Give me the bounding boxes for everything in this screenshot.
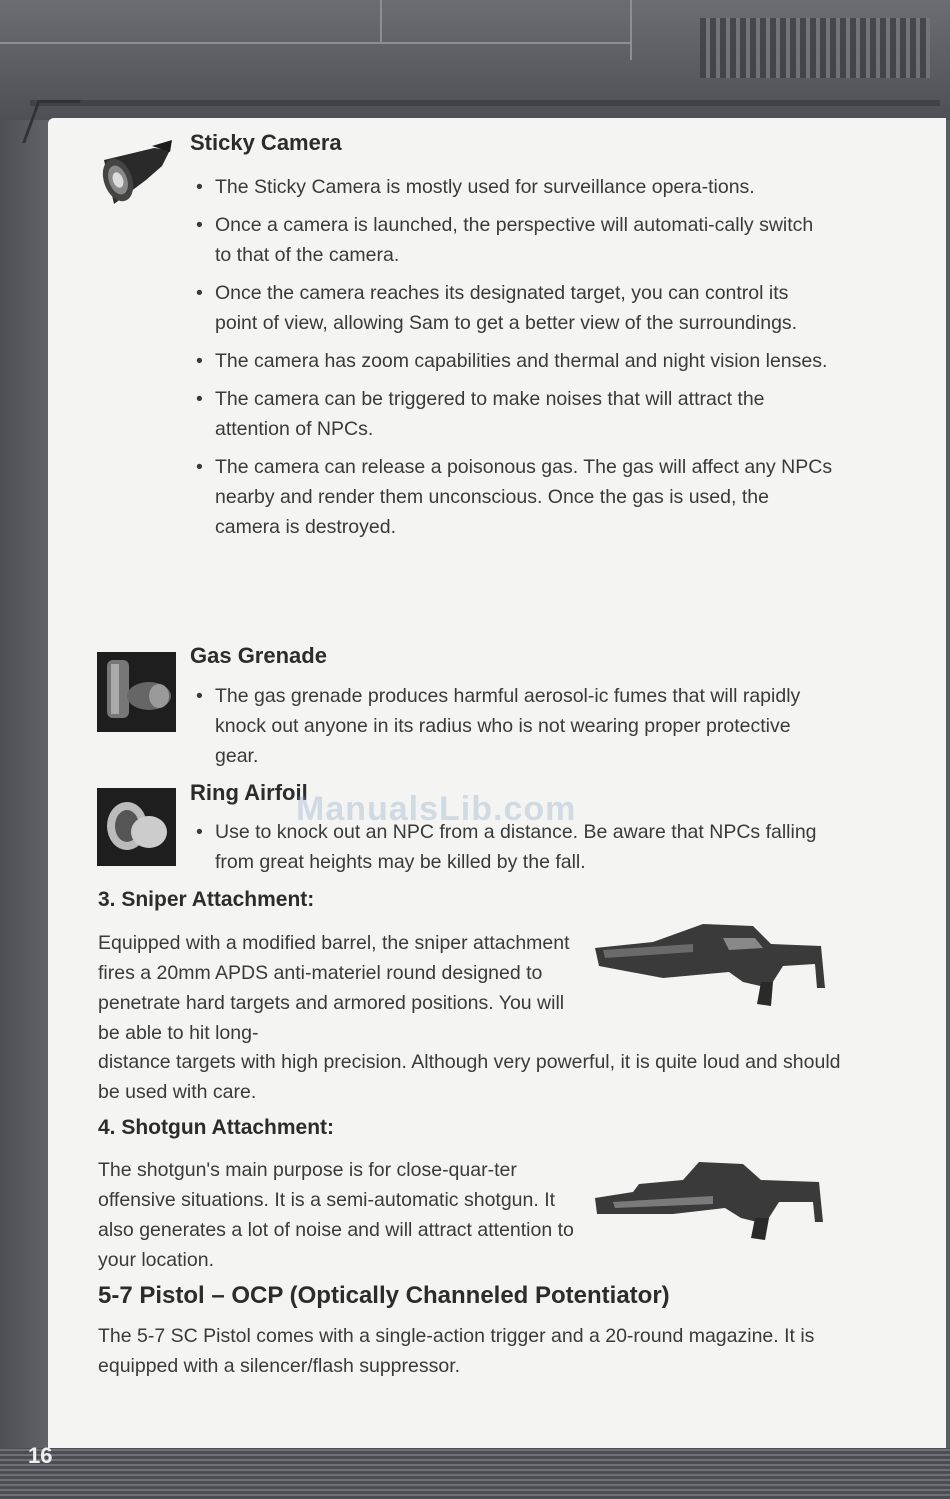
frame-line [630,0,632,60]
manual-page [48,118,946,1448]
sniper-paragraph-part1: Equipped with a modified barrel, the sniper attachment fires a 20mm APDS anti-materiel round designed to penetrate hard targets and armored positions. You will be able to hit long- [98,932,570,1044]
list-item: • The camera can be triggered to make noises that will attract the attention of NPCs. [193,384,833,444]
watermark: ManualsLib.com [296,790,577,828]
ring-airfoil-icon [97,788,176,871]
frame-top [0,0,950,120]
sticky-camera-icon [96,140,176,215]
list-item: • The gas grenade produces harmful aerosol-ic fumes that will rapidly knock out anyone in its radius who is not wearing proper protective gear. [193,681,833,771]
frame-stripes [700,18,930,78]
list-item: • Use to knock out an NPC from a distance. Be aware that NPCs falling from great heights may be killed by the fall. [193,817,833,877]
list-item: • The Sticky Camera is mostly used for surveillance opera-tions. [193,172,833,202]
gas-grenade-list [193,681,833,779]
list-item: • Once the camera reaches its designated target, you can control its point of view, allowing Sam to get a better view of the surroundings. [193,278,833,338]
sticky-camera-list [193,172,833,550]
frame-left [0,120,53,1499]
pistol-paragraph: The 5-7 SC Pistol comes with a single-action trigger and a 20-round magazine. It is equipped with a silencer/flash suppressor. [98,1325,815,1377]
frame-edge [30,100,940,106]
list-item: • The camera has zoom capabilities and thermal and night vision lenses. [193,346,833,376]
page-number: 16 [28,1443,53,1468]
ring-airfoil-title: Ring Airfoil [190,780,308,805]
list-item: • The camera can release a poisonous gas. The gas will affect any NPCs nearby and render them unconscious. Once the gas is used, the camera is destroyed. [193,452,833,542]
sniper-rifle-icon [593,918,828,1018]
gas-grenade-icon [97,652,176,737]
sticky-camera-title: Sticky Camera [190,130,342,155]
sniper-paragraph-part2: distance targets with high precision. Although very powerful, it is quite loud and should be used with care. [98,1051,841,1103]
frame-bottom [0,1448,950,1499]
gas-grenade-title: Gas Grenade [190,643,327,668]
frame-line [0,42,630,44]
shotgun-section-title: 4. Shotgun Attachment: [98,1116,335,1139]
shotgun-paragraph: The shotgun's main purpose is for close-quar-ter offensive situations. It is a semi-automatic shotgun. It also generates a lot of noise and will attract attention to your location. [98,1159,574,1271]
frame-line [380,0,382,44]
shotgun-icon [593,1158,828,1248]
list-item: • Once a camera is launched, the perspective will automati-cally switch to that of the camera. [193,210,833,270]
sniper-section-title: 3. Sniper Attachment: [98,888,315,911]
pistol-section-title: 5-7 Pistol – OCP (Optically Channeled Potentiator) [98,1282,670,1309]
